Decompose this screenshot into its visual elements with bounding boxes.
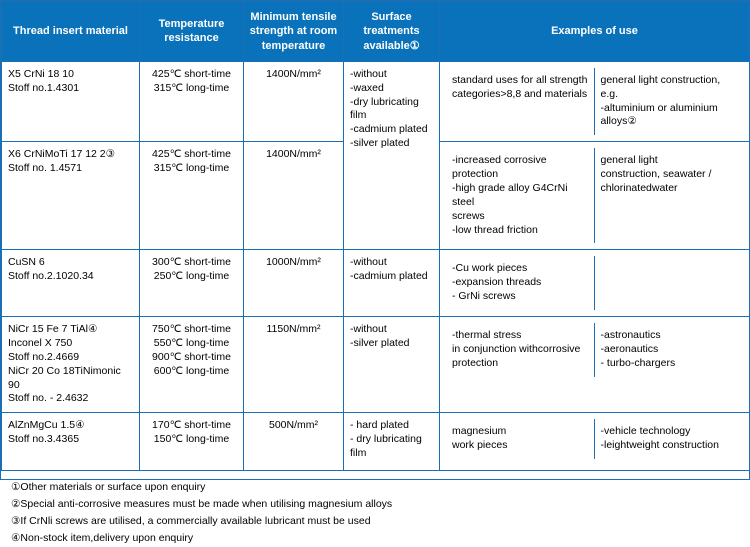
table-row [2, 61, 750, 141]
cell-tensile-strength: 1400N/mm² [244, 142, 344, 250]
cell-temperature: 170℃ short-time 150℃ long-time [140, 413, 244, 471]
footnote-3: ③If CrNli screws are utilised, a commercially available lubricant must be used [11, 515, 371, 528]
cell-tensile-strength: 1400N/mm² [244, 61, 344, 141]
cell-examples-of-use [440, 61, 750, 141]
cell-temperature: 425℃ short-time 315℃ long-time [140, 142, 244, 250]
examples-right: general light construction, seawater / chlorinatedwater [600, 154, 712, 195]
thread-insert-material-table [1, 1, 750, 471]
cell-examples-of-use [440, 413, 750, 471]
examples-left: -thermal stress in conjunction withcorrosive protection [446, 323, 595, 377]
cell-surface-treatments: -without -cadmium plated [344, 250, 440, 317]
column-header-examples-of-use: Examples of use [440, 2, 750, 62]
examples-right: -astronautics -aeronautics - turbo-chargers [600, 329, 676, 369]
cell-tensile-strength: 500N/mm² [244, 413, 344, 471]
cell-temperature: 425℃ short-time 315℃ long-time [140, 61, 244, 141]
cell-tensile-strength: 1150N/mm² [244, 317, 344, 413]
table-row [2, 413, 750, 471]
cell-material: AlZnMgCu 1.5④ Stoff no.3.4365 [2, 413, 140, 471]
table-row [2, 250, 750, 317]
column-header-surface-treatments: Surface treatments available① [344, 2, 440, 62]
examples-right: general light construction, e.g. -altuminium or aluminium alloys② [600, 73, 724, 128]
cell-temperature: 750℃ short-time 550℃ long-time 900℃ short-time 600℃ long-time [140, 317, 244, 413]
table-body [2, 61, 750, 470]
cell-material: NiCr 15 Fe 7 TiAl④ Inconel X 750 Stoff no.2.4669 NiCr 20 Co 18TiNimonic 90 Stoff no. - 2.4632 [2, 317, 140, 413]
cell-temperature: 300℃ short-time 250℃ long-time [140, 250, 244, 317]
cell-tensile-strength: 1000N/mm² [244, 250, 344, 317]
column-header-temperature: Temperature resistance [140, 2, 244, 62]
footnotes [1, 471, 749, 547]
examples-left: magnesium work pieces [446, 419, 595, 459]
examples-right: -vehicle technology -leightweight construction [600, 425, 719, 452]
cell-surface-treatments: -without -silver plated [344, 317, 440, 413]
cell-examples-of-use [440, 142, 750, 250]
cell-examples-of-use [440, 250, 750, 317]
table-row [2, 317, 750, 413]
cell-surface-treatments: -without -waxed -dry lubricating film -cadmium plated -silver plated [344, 61, 440, 250]
examples-left: -increased corrosive protection -high grade alloy G4CrNi steel screws -low thread friction [446, 148, 595, 243]
cell-examples-of-use [440, 317, 750, 413]
footnote-1: ①Other materials or surface upon enquiry [11, 481, 206, 494]
table-header-row [2, 2, 750, 62]
cell-surface-treatments: - hard plated - dry lubricating film [344, 413, 440, 471]
examples-right [595, 256, 744, 310]
footnote-2: ②Special anti-corrosive measures must be made when utilising magnesium alloys [11, 498, 393, 511]
cell-material: CuSN 6 Stoff no.2.1020.34 [2, 250, 140, 317]
cell-material: X5 CrNi 18 10 Stoff no.1.4301 [2, 61, 140, 141]
column-header-tensile-strength: Minimum tensile strength at room temperature [244, 2, 344, 62]
footnote-4: ④Non-stock item,delivery upon enquiry [11, 532, 194, 545]
examples-left: -Cu work pieces -expansion threads - GrNi screws [446, 256, 595, 310]
examples-left: standard uses for all strength categories>8,8 and materials [446, 68, 595, 135]
column-header-material: Thread insert material [2, 2, 140, 62]
cell-material: X6 CrNiMoTi 17 12 2③ Stoff no. 1.4571 [2, 142, 140, 250]
